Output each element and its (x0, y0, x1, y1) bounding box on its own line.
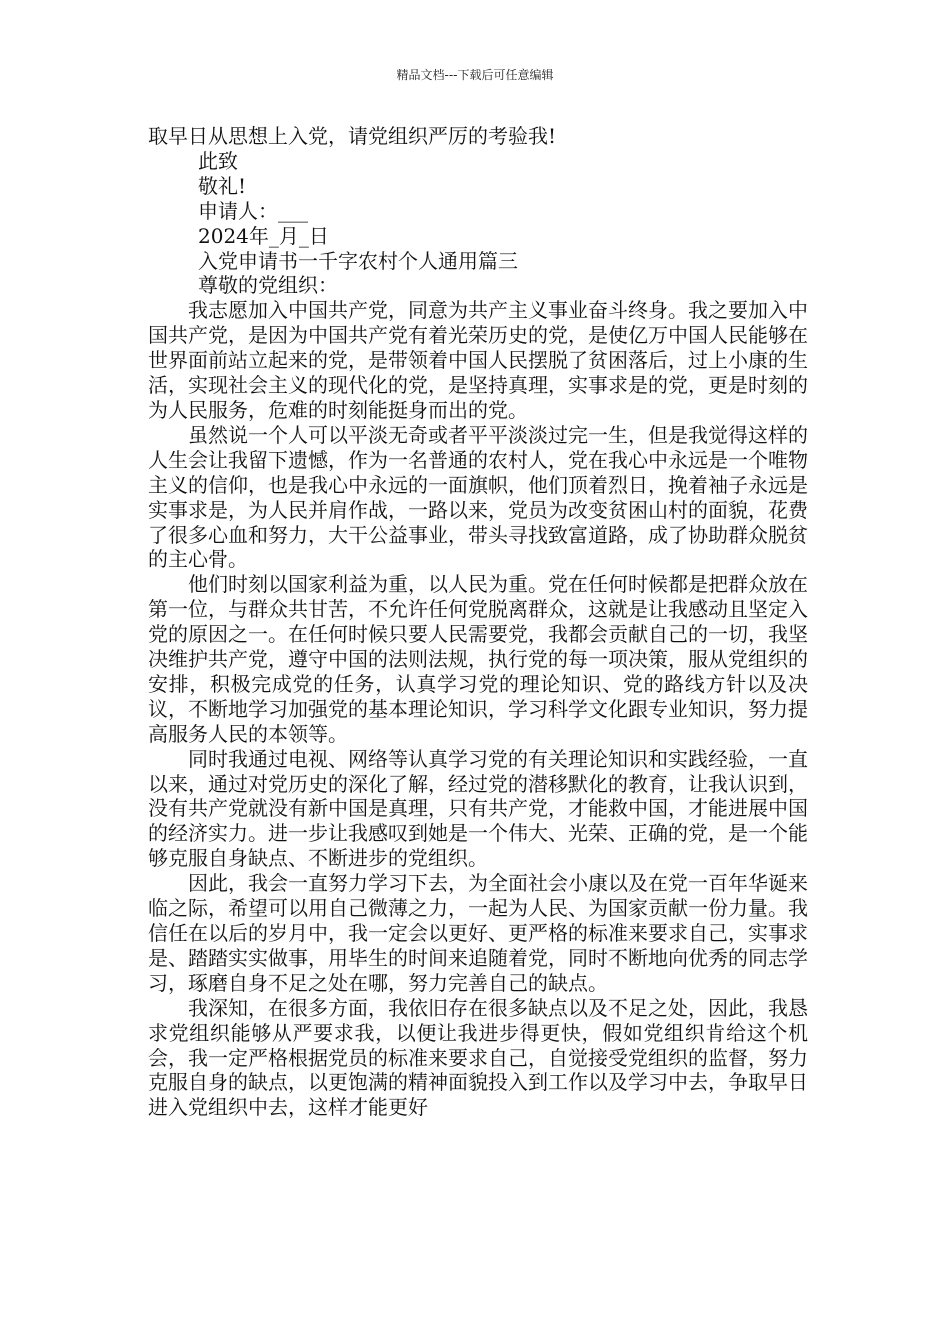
paragraph: 因此，我会一直努力学习下去，为全面社会小康以及在党一百年华诞来临之际，希望可以用自己微薄之力，一起为人民、为国家贡献一份力量。我信任在以后的岁月中，我一定会以更好、更严格的标准来要求自己，实事求是、踏踏实实做事，用毕生的时间来追随着党，同时不断地向优秀的同志学习，琢磨自身不足之处在哪，努力完善自己的缺点。 (148, 871, 808, 995)
page-header: 精品文档---下载后可任意编辑 (396, 68, 554, 82)
applicant-label: 申请人：___ (198, 198, 308, 223)
section-title: 入党申请书一千字农村个人通用篇三 (198, 248, 518, 273)
date-line: 2024年_月_日 (198, 223, 329, 248)
paragraph: 他们时刻以国家利益为重，以人民为重。党在任何时候都是把群众放在第一位，与群众共甘苦，不允许任何党脱离群众，这就是让我感动且坚定入党的原因之一。在任何时候只要人民需要党，我都会贡献自己的一切，我坚决维护共产党，遵守中国的法则法规，执行党的每一项决策，服从党组织的安排，积极完成党的任务，认真学习党的理论知识、党的路线方针以及决议，不断地学习加强党的基本理论知识，学习科学文化跟专业知识，努力提高服务人民的本领等。 (148, 572, 808, 746)
paragraph: 我深知，在很多方面，我依旧存在很多缺点以及不足之处，因此，我恳求党组织能够从严要求我，以便让我进步得更快，假如党组织肯给这个机会，我一定严格根据党员的标准来要求自己，自觉接受党组织的监督，努力克服自身的缺点，以更饱满的精神面貌投入到工作以及学习中去，争取早日进入党组织中去，这样才能更好 (148, 995, 808, 1120)
opening-line: 取早日从思想上入党，请党组织严厉的考验我! (148, 124, 557, 148)
document-body (148, 124, 808, 1120)
closing-salutation: 此致 (198, 148, 238, 173)
paragraph: 同时我通过电视、网络等认真学习党的有关理论知识和实践经验，一直以来，通过对党历史的深化了解，经过党的潜移默化的教育，让我认识到，没有共产党就没有新中国是真理，只有共产党，才能救中国，才能进展中国的经济实力。进一步让我感叹到她是一个伟大、光荣、正确的党，是一个能够克服自身缺点、不断进步的党组织。 (148, 746, 808, 871)
paragraph: 虽然说一个人可以平淡无奇或者平平淡淡过完一生，但是我觉得这样的人生会让我留下遗憾，作为一名普通的农村人，党在我心中永远是一个唯物主义的信仰，也是我心中永远的一面旗帜，他们顶着烈日，挽着袖子永远是实事求是，为人民并肩作战，一路以来，党员为改变贫困山村的面貌，花费了很多心血和努力，大干公益事业，带头寻找致富道路，成了协助群众脱贫的主心骨。 (148, 422, 808, 572)
closing-regards: 敬礼! (198, 173, 247, 198)
greeting: 尊敬的党组织： (198, 273, 338, 298)
paragraph: 我志愿加入中国共产党，同意为共产主义事业奋斗终身。我之要加入中国共产党，是因为中国共产党有着光荣历史的党，是使亿万中国人民能够在世界面前站立起来的党，是带领着中国人民摆脱了贫困落后，过上小康的生活，实现社会主义的现代化的党，是坚持真理，实事求是的党，更是时刻的为人民服务，危难的时刻能挺身而出的党。 (148, 298, 808, 422)
